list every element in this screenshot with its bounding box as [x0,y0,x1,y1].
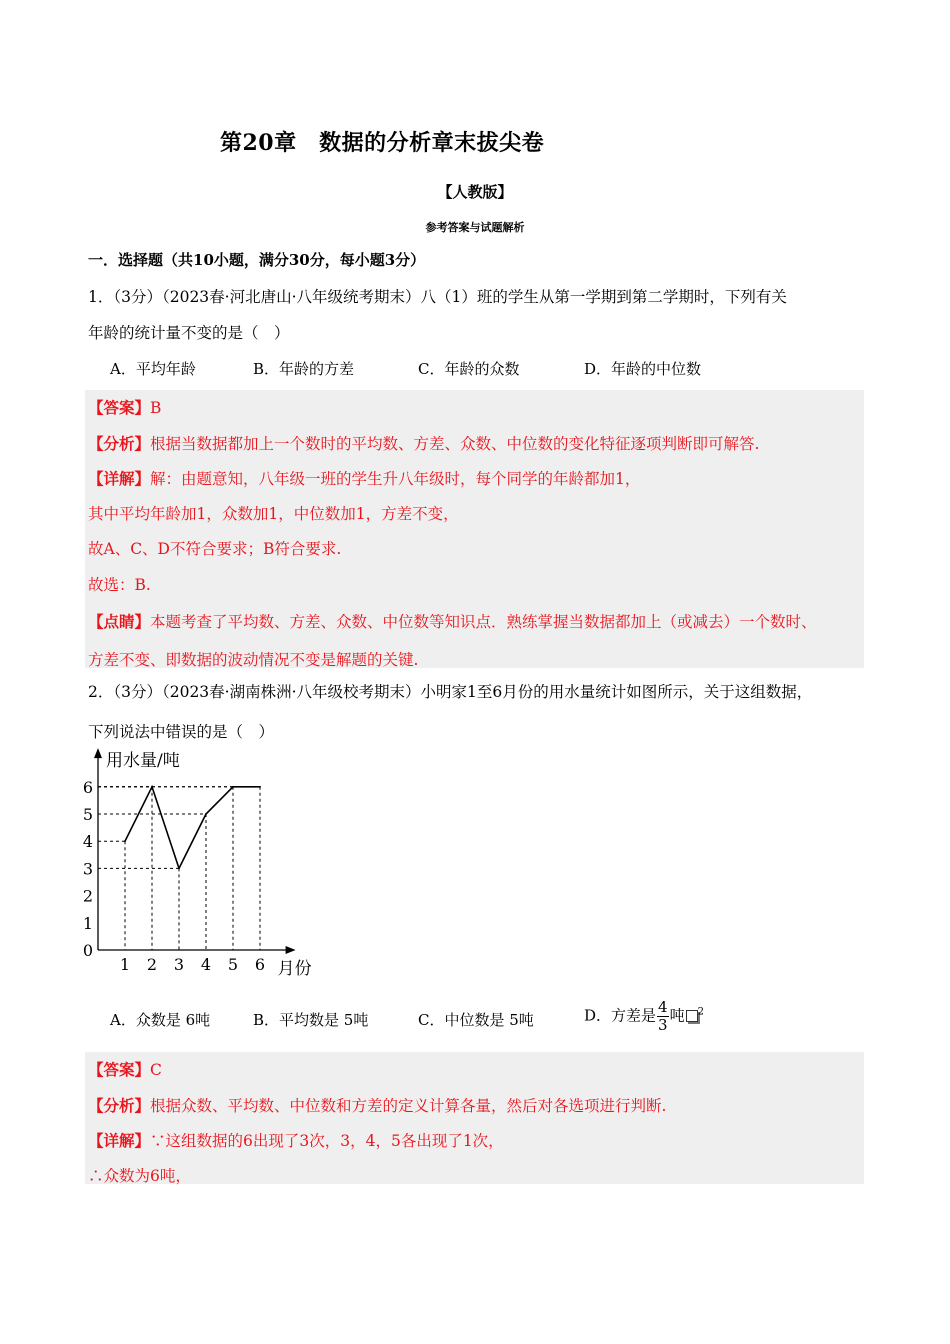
q2-stem-line2: 下列说法中错误的是（ ） [88,723,275,741]
subtitle: 参考答案与试题解析 [425,221,525,234]
data-point [124,840,126,842]
y-tick-label: 0 [82,941,93,960]
y-axis-arrow [94,748,102,758]
x-tick-label: 2 [146,955,158,974]
q1-stem-line2: 年龄的统计量不变的是（ ） [88,324,290,342]
q1-option-d: D．年龄的中位数 [584,360,702,378]
q1-comment-line1: 【点睛】本题考查了平均数、方差、众数、中位数等知识点．熟练掌握当数据都加上（或减去）一个数时、 [88,612,817,631]
q2-option-d-unit: 吨 [669,1006,685,1025]
y-tick-label: 1 [82,913,93,933]
x-axis-label: 月份 [277,959,312,979]
x-tick-label: 6 [254,955,266,974]
page-title: 第20章 数据的分析章末拔尖卷 [220,130,545,156]
data-point [151,786,153,788]
x-tick-label: 5 [227,955,239,974]
q1-stem-line1: 1．（3分）（2023春·河北唐山·八年级统考期末）八（1）班的学生从第一学期到第二学期时，下列有关 [88,288,787,306]
q2-solution-box [85,1052,864,1184]
q1-detail-line3: 故A、C、D不符合要求；B符合要求. [88,540,342,558]
q1-option-b: B．年龄的方差 [253,360,355,378]
q2-detail-line1: 【详解】∵这组数据的6出现了3次，3，4，5各出现了1次， [88,1131,504,1150]
q2-detail-line2: ∴众数为6吨， [88,1167,191,1185]
q1-detail-line4: 故选：B. [88,576,151,594]
y-tick-label: 5 [82,805,93,824]
y-tick-label: 6 [82,777,93,797]
y-tick-label: 4 [82,832,93,852]
placeholder-box-icon [686,1010,698,1022]
q1-analysis: 【分析】根据当数据都加上一个数时的平均数、方差、众数、中位数的变化特征逐项判断即可解答. [88,434,760,453]
q1-comment-line2: 方差不变、即数据的波动情况不变是解题的关键. [88,651,419,669]
q1-option-a: A．平均年龄 [110,360,196,378]
data-point [259,786,261,788]
q2-option-d-fraction: $\frac{4}{3}$ [658,998,668,1034]
q2-option-d-exponent: 2 [697,1006,704,1018]
x-tick-label: 1 [119,955,131,974]
q2-option-d-label: D．方差是 [584,1006,657,1025]
q1-detail-line2: 其中平均年龄加1，众数加1，中位数加1，方差不变， [88,505,459,523]
series-line [125,787,260,869]
q1-option-c: C．年龄的众数 [418,360,520,378]
x-tick-label: 3 [173,955,185,974]
y-axis-label: 用水量/吨 [106,751,180,772]
edition-label: 【人教版】 [437,183,513,201]
q2-option-c: C．中位数是 5吨 [418,1011,534,1029]
section-heading: 一．选择题（共10小题，满分30分，每小题3分） [88,251,426,269]
data-point [178,868,180,870]
water-usage-chart [80,745,340,983]
q2-option-d [584,999,704,1034]
q1-answer: 【答案】B [88,398,162,417]
data-point [205,813,207,815]
data-point [232,786,234,788]
y-tick-label: 3 [82,859,93,879]
q2-answer: 【答案】C [88,1060,162,1079]
q1-detail-line1: 【详解】解：由题意知，八年级一班的学生升八年级时，每个同学的年龄都加1， [88,469,641,488]
x-tick-label: 4 [200,955,212,974]
q2-analysis: 【分析】根据众数、平均数、中位数和方差的定义计算各量，然后对各选项进行判断. [88,1096,667,1115]
q2-option-b: B．平均数是 5吨 [253,1011,369,1029]
x-axis-arrow [286,946,296,954]
y-tick-label: 2 [82,886,93,906]
q2-option-a: A．众数是 6吨 [110,1011,211,1029]
q2-stem-line1: 2．（3分）（2023春·湖南株洲·八年级校考期末）小明家1至6月份的用水量统计如图所示，关于这组数据， [88,683,813,701]
